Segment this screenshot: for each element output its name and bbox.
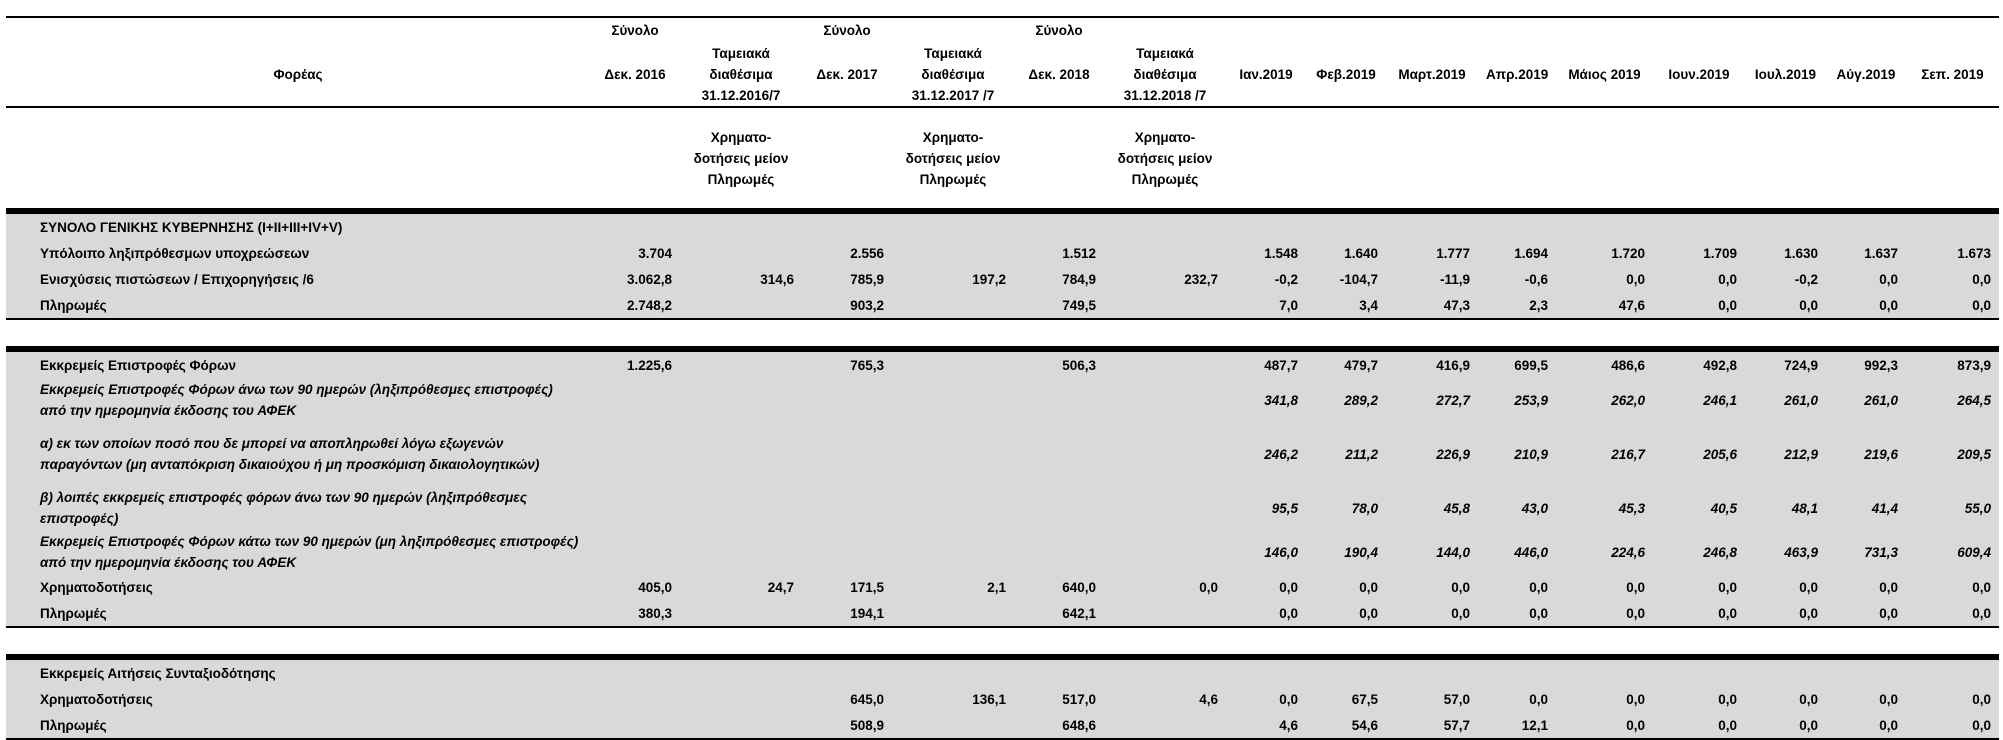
row-label: Εκκρεμείς Επιστροφές Φόρων (6, 352, 590, 378)
cell-value: 0,0 (1386, 600, 1478, 627)
section-title: Εκκρεμείς Αιτήσεις Συνταξιοδότησης (6, 660, 1999, 686)
cell-value: 0,0 (1745, 574, 1826, 600)
cell-value: 0,0 (1906, 712, 1999, 739)
cell-value: 1.225,6 (590, 352, 680, 378)
sub-label: Χρηματο- δοτήσεις μείον Πληρωμές (905, 129, 1001, 187)
cell-value: 0,0 (1826, 712, 1906, 739)
cell-value (892, 240, 1014, 266)
column-header: Δεκ. 2016 (590, 42, 680, 107)
cell-value: 197,2 (892, 266, 1014, 292)
cell-value (590, 686, 680, 712)
cell-value: 95,5 (1226, 486, 1306, 530)
cell-value: 506,3 (1014, 352, 1104, 378)
cell-value: 146,0 (1226, 530, 1306, 574)
gap-row (6, 319, 1999, 349)
cell-value: 232,7 (1104, 266, 1226, 292)
cell-value: 224,6 (1556, 530, 1653, 574)
cell-value (1104, 486, 1226, 530)
cell-value: 784,9 (1014, 266, 1104, 292)
cell-value (1014, 486, 1104, 530)
cell-value (802, 422, 892, 486)
cell-value (802, 530, 892, 574)
cell-value: 0,0 (1653, 292, 1745, 319)
cell-value: 0,0 (1653, 600, 1745, 627)
cell-value (590, 422, 680, 486)
header-spacer (680, 17, 802, 42)
header-spacer (1556, 17, 1653, 42)
cell-value: 0,0 (1906, 292, 1999, 319)
cell-value: 2.748,2 (590, 292, 680, 319)
cell-value: -104,7 (1306, 266, 1386, 292)
cell-value: 4,6 (1104, 686, 1226, 712)
cell-value: 210,9 (1478, 422, 1556, 486)
cell-value: 226,9 (1386, 422, 1478, 486)
cell-value: 1.637 (1826, 240, 1906, 266)
row-label: Πληρωμές (6, 712, 590, 739)
table-row (6, 266, 1999, 292)
column-header: Μάιος 2019 (1556, 42, 1653, 107)
row-label: Εκκρεμείς Επιστροφές Φόρων άνω των 90 ημερών (ληξιπρόθεσμες επιστροφές) από την ημερομηνία έκδοσης του ΑΦΕΚ (6, 378, 590, 422)
cell-value: 517,0 (1014, 686, 1104, 712)
cell-value: 4,6 (1226, 712, 1306, 739)
cell-value (590, 378, 680, 422)
cell-value: 272,7 (1386, 378, 1478, 422)
cell-value (892, 530, 1014, 574)
header-spacer (1014, 107, 1104, 211)
cell-value: 0,0 (1556, 266, 1653, 292)
header-spacer (1653, 17, 1745, 42)
cell-value: 209,5 (1906, 422, 1999, 486)
cell-value (892, 600, 1014, 627)
cell-value: 765,3 (802, 352, 892, 378)
gap (6, 319, 1999, 349)
group-label: Σύνολο (1014, 17, 1104, 42)
row-label: α) εκ των οποίων ποσό που δε μπορεί να αποπληρωθεί λόγω εξωγενών παραγόντων (μη ανταπόκριση δικαιούχου ή μη προσκόμιση δικαιολογητικών) (6, 422, 590, 486)
cell-value: 219,6 (1826, 422, 1906, 486)
cell-value: 699,5 (1478, 352, 1556, 378)
cell-value: 194,1 (802, 600, 892, 627)
cell-value: 0,0 (1556, 600, 1653, 627)
section-1-title (6, 214, 1999, 240)
cell-value (1014, 378, 1104, 422)
header-spacer (1478, 17, 1556, 42)
cell-value: 609,4 (1906, 530, 1999, 574)
cell-value: 479,7 (1306, 352, 1386, 378)
cell-value: 0,0 (1745, 292, 1826, 319)
cell-value: 253,9 (1478, 378, 1556, 422)
cell-value (1104, 422, 1226, 486)
table-row (6, 486, 1999, 530)
table-row (6, 378, 1999, 422)
cell-value: 992,3 (1826, 352, 1906, 378)
cell-value: 47,3 (1386, 292, 1478, 319)
cell-value: 0,0 (1306, 600, 1386, 627)
cell-value: 1.694 (1478, 240, 1556, 266)
cell-value: 78,0 (1306, 486, 1386, 530)
cell-value: 416,9 (1386, 352, 1478, 378)
cell-value: 873,9 (1906, 352, 1999, 378)
column-header: Δεκ. 2017 (802, 42, 892, 107)
cell-value (680, 378, 802, 422)
cell-value: 487,7 (1226, 352, 1306, 378)
cell-value: -0,2 (1745, 266, 1826, 292)
cell-value: 1.709 (1653, 240, 1745, 266)
header-spacer (1556, 107, 1653, 211)
cell-value: 749,5 (1014, 292, 1104, 319)
cell-value: 1.640 (1306, 240, 1386, 266)
header-row-columns (6, 42, 1999, 107)
table-row (6, 686, 1999, 712)
cell-value: 0,0 (1226, 686, 1306, 712)
cell-value: 0,0 (1906, 600, 1999, 627)
cell-value: 0,0 (1653, 574, 1745, 600)
cell-value: 405,0 (590, 574, 680, 600)
cell-value: 0,0 (1906, 266, 1999, 292)
column-header: Φεβ.2019 (1306, 42, 1386, 107)
header-spacer (1306, 17, 1386, 42)
column-header: Απρ.2019 (1478, 42, 1556, 107)
row-label: β) λοιπές εκκρεμείς επιστροφές φόρων άνω των 90 ημερών (ληξιπρόθεσμες επιστροφές) (6, 486, 590, 530)
column-header: Δεκ. 2018 (1014, 42, 1104, 107)
cell-value (802, 486, 892, 530)
cell-value: 785,9 (802, 266, 892, 292)
gap (6, 627, 1999, 657)
cell-value: 1.673 (1906, 240, 1999, 266)
section-title: ΣΥΝΟΛΟ ΓΕΝΙΚΗΣ ΚΥΒΕΡΝΗΣΗΣ (I+II+III+IV+V) (6, 214, 1999, 240)
gap-row (6, 627, 1999, 657)
header-spacer (6, 107, 590, 211)
cell-value: 45,8 (1386, 486, 1478, 530)
cell-value (680, 240, 802, 266)
cell-value: 0,0 (1826, 686, 1906, 712)
cell-value: 731,3 (1826, 530, 1906, 574)
cell-value: -0,6 (1478, 266, 1556, 292)
header-spacer (802, 107, 892, 211)
cell-value: 45,3 (1556, 486, 1653, 530)
cell-value: 211,2 (1306, 422, 1386, 486)
header-spacer (1226, 107, 1306, 211)
column-header: Ταμειακά διαθέσιμα 31.12.2018 /7 (1104, 42, 1226, 107)
cell-value: 7,0 (1226, 292, 1306, 319)
cell-value: 3.704 (590, 240, 680, 266)
cell-value: 0,0 (1556, 686, 1653, 712)
cell-value (1104, 292, 1226, 319)
header-spacer (1226, 17, 1306, 42)
cell-value (1104, 240, 1226, 266)
row-label: Χρηματοδοτήσεις (6, 686, 590, 712)
cell-value: 136,1 (892, 686, 1014, 712)
cell-value: 645,0 (802, 686, 892, 712)
cell-value: 41,4 (1826, 486, 1906, 530)
cell-value (590, 530, 680, 574)
cell-value (892, 486, 1014, 530)
header-spacer (1306, 107, 1386, 211)
cell-value: 640,0 (1014, 574, 1104, 600)
table-row (6, 352, 1999, 378)
cell-value: 1.512 (1014, 240, 1104, 266)
row-label: Εκκρεμείς Επιστροφές Φόρων κάτω των 90 ημερών (μη ληξιπρόθεσμες επιστροφές) από την ημερομηνία έκδοσης του ΑΦΕΚ (6, 530, 590, 574)
cell-value: 57,7 (1386, 712, 1478, 739)
header-spacer (1386, 107, 1478, 211)
cell-value: 492,8 (1653, 352, 1745, 378)
header-spacer (1478, 107, 1556, 211)
group-label: Σύνολο (590, 17, 680, 42)
cell-value: 246,1 (1653, 378, 1745, 422)
cell-value: 40,5 (1653, 486, 1745, 530)
cell-value: 0,0 (1386, 574, 1478, 600)
cell-value (590, 486, 680, 530)
cell-value: 0,0 (1826, 600, 1906, 627)
cell-value: 246,2 (1226, 422, 1306, 486)
cell-value: 0,0 (1745, 712, 1826, 739)
cell-value: 261,0 (1745, 378, 1826, 422)
cell-value: 341,8 (1226, 378, 1306, 422)
column-header: Μαρτ.2019 (1386, 42, 1478, 107)
header-spacer (1745, 107, 1826, 211)
column-header: Ταμειακά διαθέσιμα 31.12.2017 /7 (892, 42, 1014, 107)
row-label: Υπόλοιπο ληξιπρόθεσμων υποχρεώσεων (6, 240, 590, 266)
header-spacer (590, 107, 680, 211)
cell-value: 55,0 (1906, 486, 1999, 530)
cell-value: -0,2 (1226, 266, 1306, 292)
cell-value: 212,9 (1745, 422, 1826, 486)
cell-value: 0,0 (1826, 292, 1906, 319)
cell-value: 1.777 (1386, 240, 1478, 266)
cell-value (1104, 352, 1226, 378)
cell-value (1104, 530, 1226, 574)
header-spacer (1386, 17, 1478, 42)
column-header: Ιουλ.2019 (1745, 42, 1826, 107)
cell-value: 246,8 (1653, 530, 1745, 574)
cell-value (1104, 378, 1226, 422)
cell-value: 0,0 (1478, 686, 1556, 712)
cell-value (892, 292, 1014, 319)
cell-value: 724,9 (1745, 352, 1826, 378)
cell-value: -11,9 (1386, 266, 1478, 292)
cell-value (680, 600, 802, 627)
cell-value (1014, 530, 1104, 574)
cell-value (1014, 422, 1104, 486)
column-header: Αύγ.2019 (1826, 42, 1906, 107)
cell-value (892, 422, 1014, 486)
data-table (6, 16, 1999, 740)
cell-value: 24,7 (680, 574, 802, 600)
header-spacer (1906, 17, 1999, 42)
header-row-sublabels (6, 107, 1999, 211)
header-spacer (6, 17, 590, 42)
cell-value: 289,2 (1306, 378, 1386, 422)
cell-value: 1.720 (1556, 240, 1653, 266)
cell-value: 380,3 (590, 600, 680, 627)
cell-value: 642,1 (1014, 600, 1104, 627)
cell-value: 508,9 (802, 712, 892, 739)
row-label: Χρηματοδοτήσεις (6, 574, 590, 600)
cell-value: 0,0 (1906, 686, 1999, 712)
cell-value: 446,0 (1478, 530, 1556, 574)
entity-column-header: Φορέας (6, 42, 590, 107)
table-row (6, 240, 1999, 266)
cell-value: 0,0 (1745, 600, 1826, 627)
cell-value: 0,0 (1653, 266, 1745, 292)
cell-value: 48,1 (1745, 486, 1826, 530)
cell-value: 463,9 (1745, 530, 1826, 574)
cell-value: 1.630 (1745, 240, 1826, 266)
cell-value (680, 422, 802, 486)
cell-value: 648,6 (1014, 712, 1104, 739)
table-row (6, 574, 1999, 600)
header-spacer (1653, 107, 1745, 211)
cell-value: 314,6 (680, 266, 802, 292)
cell-value: 903,2 (802, 292, 892, 319)
cell-value: 0,0 (1653, 686, 1745, 712)
row-label: Πληρωμές (6, 600, 590, 627)
cell-value (680, 530, 802, 574)
column-header: Ιαν.2019 (1226, 42, 1306, 107)
table-row (6, 600, 1999, 627)
cell-value (680, 486, 802, 530)
cell-value: 190,4 (1306, 530, 1386, 574)
table-row (6, 422, 1999, 486)
row-label: Ενισχύσεις πιστώσεων / Επιχορηγήσεις /6 (6, 266, 590, 292)
cell-value: 0,0 (1306, 574, 1386, 600)
cell-value (892, 352, 1014, 378)
cell-value: 67,5 (1306, 686, 1386, 712)
row-label: Πληρωμές (6, 292, 590, 319)
cell-value: 0,0 (1478, 574, 1556, 600)
cell-value (680, 352, 802, 378)
cell-value: 0,0 (1826, 574, 1906, 600)
header-spacer (1826, 17, 1906, 42)
cell-value: 2,3 (1478, 292, 1556, 319)
cell-value: 2,1 (892, 574, 1014, 600)
cell-value: 486,6 (1556, 352, 1653, 378)
cell-value: 43,0 (1478, 486, 1556, 530)
header-spacer (1906, 107, 1999, 211)
cell-value: 0,0 (1226, 574, 1306, 600)
cell-value: 0,0 (1556, 712, 1653, 739)
cell-value (1104, 600, 1226, 627)
cell-value: 3.062,8 (590, 266, 680, 292)
cell-value: 216,7 (1556, 422, 1653, 486)
cell-value (802, 378, 892, 422)
cell-value: 0,0 (1104, 574, 1226, 600)
header-spacer (1104, 17, 1226, 42)
cell-value: 205,6 (1653, 422, 1745, 486)
sub-label: Χρηματο- δοτήσεις μείον Πληρωμές (1117, 129, 1213, 187)
section-3-title (6, 660, 1999, 686)
column-header: Ιουν.2019 (1653, 42, 1745, 107)
cell-value (680, 686, 802, 712)
cell-value: 57,0 (1386, 686, 1478, 712)
header-spacer (1745, 17, 1826, 42)
header-spacer (892, 17, 1014, 42)
header-row-groups (6, 17, 1999, 42)
cell-value: 171,5 (802, 574, 892, 600)
cell-value: 1.548 (1226, 240, 1306, 266)
cell-value (680, 292, 802, 319)
cell-value: 3,4 (1306, 292, 1386, 319)
column-header: Ταμειακά διαθέσιμα 31.12.2016/7 (680, 42, 802, 107)
table-row (6, 292, 1999, 319)
cell-value: 2.556 (802, 240, 892, 266)
cell-value: 12,1 (1478, 712, 1556, 739)
cell-value: 54,6 (1306, 712, 1386, 739)
cell-value: 264,5 (1906, 378, 1999, 422)
cell-value: 144,0 (1386, 530, 1478, 574)
cell-value: 262,0 (1556, 378, 1653, 422)
group-label: Σύνολο (802, 17, 892, 42)
cell-value: 47,6 (1556, 292, 1653, 319)
cell-value: 0,0 (1906, 574, 1999, 600)
cell-value: 0,0 (1653, 712, 1745, 739)
cell-value: 261,0 (1826, 378, 1906, 422)
cell-value (892, 378, 1014, 422)
sub-label: Χρηματο- δοτήσεις μείον Πληρωμές (693, 129, 789, 187)
cell-value: 0,0 (1826, 266, 1906, 292)
table-row (6, 530, 1999, 574)
cell-value: 0,0 (1556, 574, 1653, 600)
cell-value: 0,0 (1226, 600, 1306, 627)
header-spacer (1826, 107, 1906, 211)
column-header: Σεπ. 2019 (1906, 42, 1999, 107)
cell-value: 0,0 (1745, 686, 1826, 712)
cell-value: 0,0 (1478, 600, 1556, 627)
